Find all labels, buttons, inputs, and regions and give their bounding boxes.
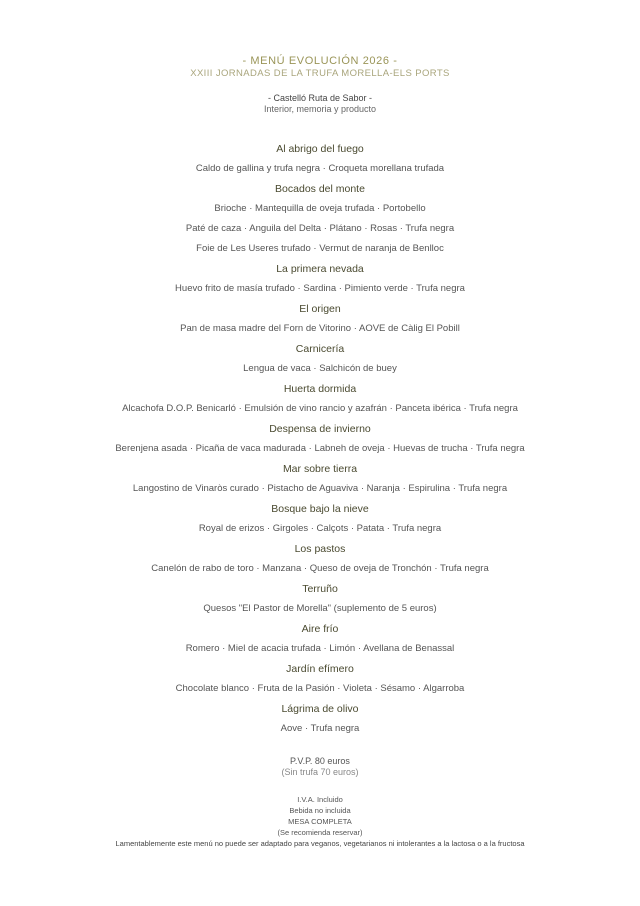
course-title: Aire frío [301,623,339,635]
course-section [0,299,640,339]
course-section [0,339,640,379]
course-dish: Pan de masa madre del Forn de Vitorino · AOVE de Càlig El Pobill [180,323,460,334]
course-title: Lágrima de olivo [281,703,359,715]
price-block [0,756,640,778]
course-section [0,259,640,299]
course-title: Jardín efímero [286,663,354,675]
course-section [0,419,640,459]
course-dish: Aove · Trufa negra [280,723,360,734]
course-dish: Royal de erizos · Girgoles · Calçots · Patata · Trufa negra [198,523,442,534]
menu-title: - MENÚ EVOLUCIÓN 2026 - [242,55,398,67]
course-title: Mar sobre tierra [282,463,358,475]
course-dish: Romero · Miel de acacia trufada · Limón · Avellana de Benassal [185,643,455,654]
course-title: Carnicería [295,343,345,355]
course-section [0,699,640,739]
course-title: Terruño [302,583,338,595]
ruta-title: - Castelló Ruta de Sabor - [267,93,373,103]
course-title: Al abrigo del fuego [276,143,364,155]
menu-subtitle: XXIII JORNADAS DE LA TRUFA MORELLA-ELS PORTS [190,68,450,79]
course-section [0,539,640,579]
course-title: Bocados del monte [275,183,365,195]
notes-block [0,794,640,849]
course-title: Los pastos [294,543,346,555]
course-dish: Foie de Les Useres trufado · Vermut de naranja de Benlloc [196,243,444,254]
course-dish: Canelón de rabo de toro · Manzana · Queso de oveja de Tronchón · Trufa negra [151,563,489,574]
course-section [0,659,640,699]
note-vat: I.V.A. Incluido [297,795,343,804]
course-dish: Chocolate blanco · Fruta de la Pasión · Violeta · Sésamo · Algarroba [175,683,465,694]
course-section [0,379,640,419]
ruta-subtitle: Interior, memoria y producto [263,104,377,114]
course-section [0,579,640,619]
note-reservation: (Se recomienda reservar) [277,828,363,837]
course-list [0,139,640,739]
course-dish: Lengua de vaca · Salchicón de buey [243,363,397,374]
course-section [0,619,640,659]
course-dish: Caldo de gallina y trufa negra · Croqueta morellana trufada [195,163,445,174]
course-dish: Huevo frito de masía trufado · Sardina · Pimiento verde · Trufa negra [175,283,465,294]
price-without-truffle: (Sin trufa 70 euros) [281,767,359,777]
course-section [0,459,640,499]
course-dish: Langostino de Vinaròs curado · Pistacho de Aguaviva · Naranja · Espirulina · Trufa negra [132,483,508,494]
note-drinks: Bebida no incluida [289,806,351,815]
note-dietary: Lamentablemente este menú no puede ser adaptado para veganos, vegetarianos ni intolerantes a la lactosa o a la fructosa [115,839,525,848]
course-section [0,179,640,259]
course-dish: Brioche · Mantequilla de oveja trufada · Portobello [214,203,426,214]
course-dish: Paté de caza · Anguila del Delta · Plátano · Rosas · Trufa negra [185,223,455,234]
course-title: Bosque bajo la nieve [271,503,369,515]
course-section [0,499,640,539]
course-dish: Berenjena asada · Picaña de vaca madurada · Labneh de oveja · Huevas de trucha · Trufa negra [115,443,525,454]
course-title: Huerta dormida [283,383,357,395]
menu-header [0,0,640,115]
course-title: La primera nevada [276,263,364,275]
price-main: P.V.P. 80 euros [290,756,350,766]
course-title: El origen [299,303,341,315]
course-section [0,139,640,179]
note-full-table: MESA COMPLETA [288,817,352,826]
course-title: Despensa de invierno [269,423,371,435]
course-dish: Quesos "El Pastor de Morella" (suplemento de 5 euros) [203,603,437,614]
course-dish: Alcachofa D.O.P. Benicarló · Emulsión de vino rancio y azafrán · Panceta ibérica · Trufa negra [122,403,518,414]
